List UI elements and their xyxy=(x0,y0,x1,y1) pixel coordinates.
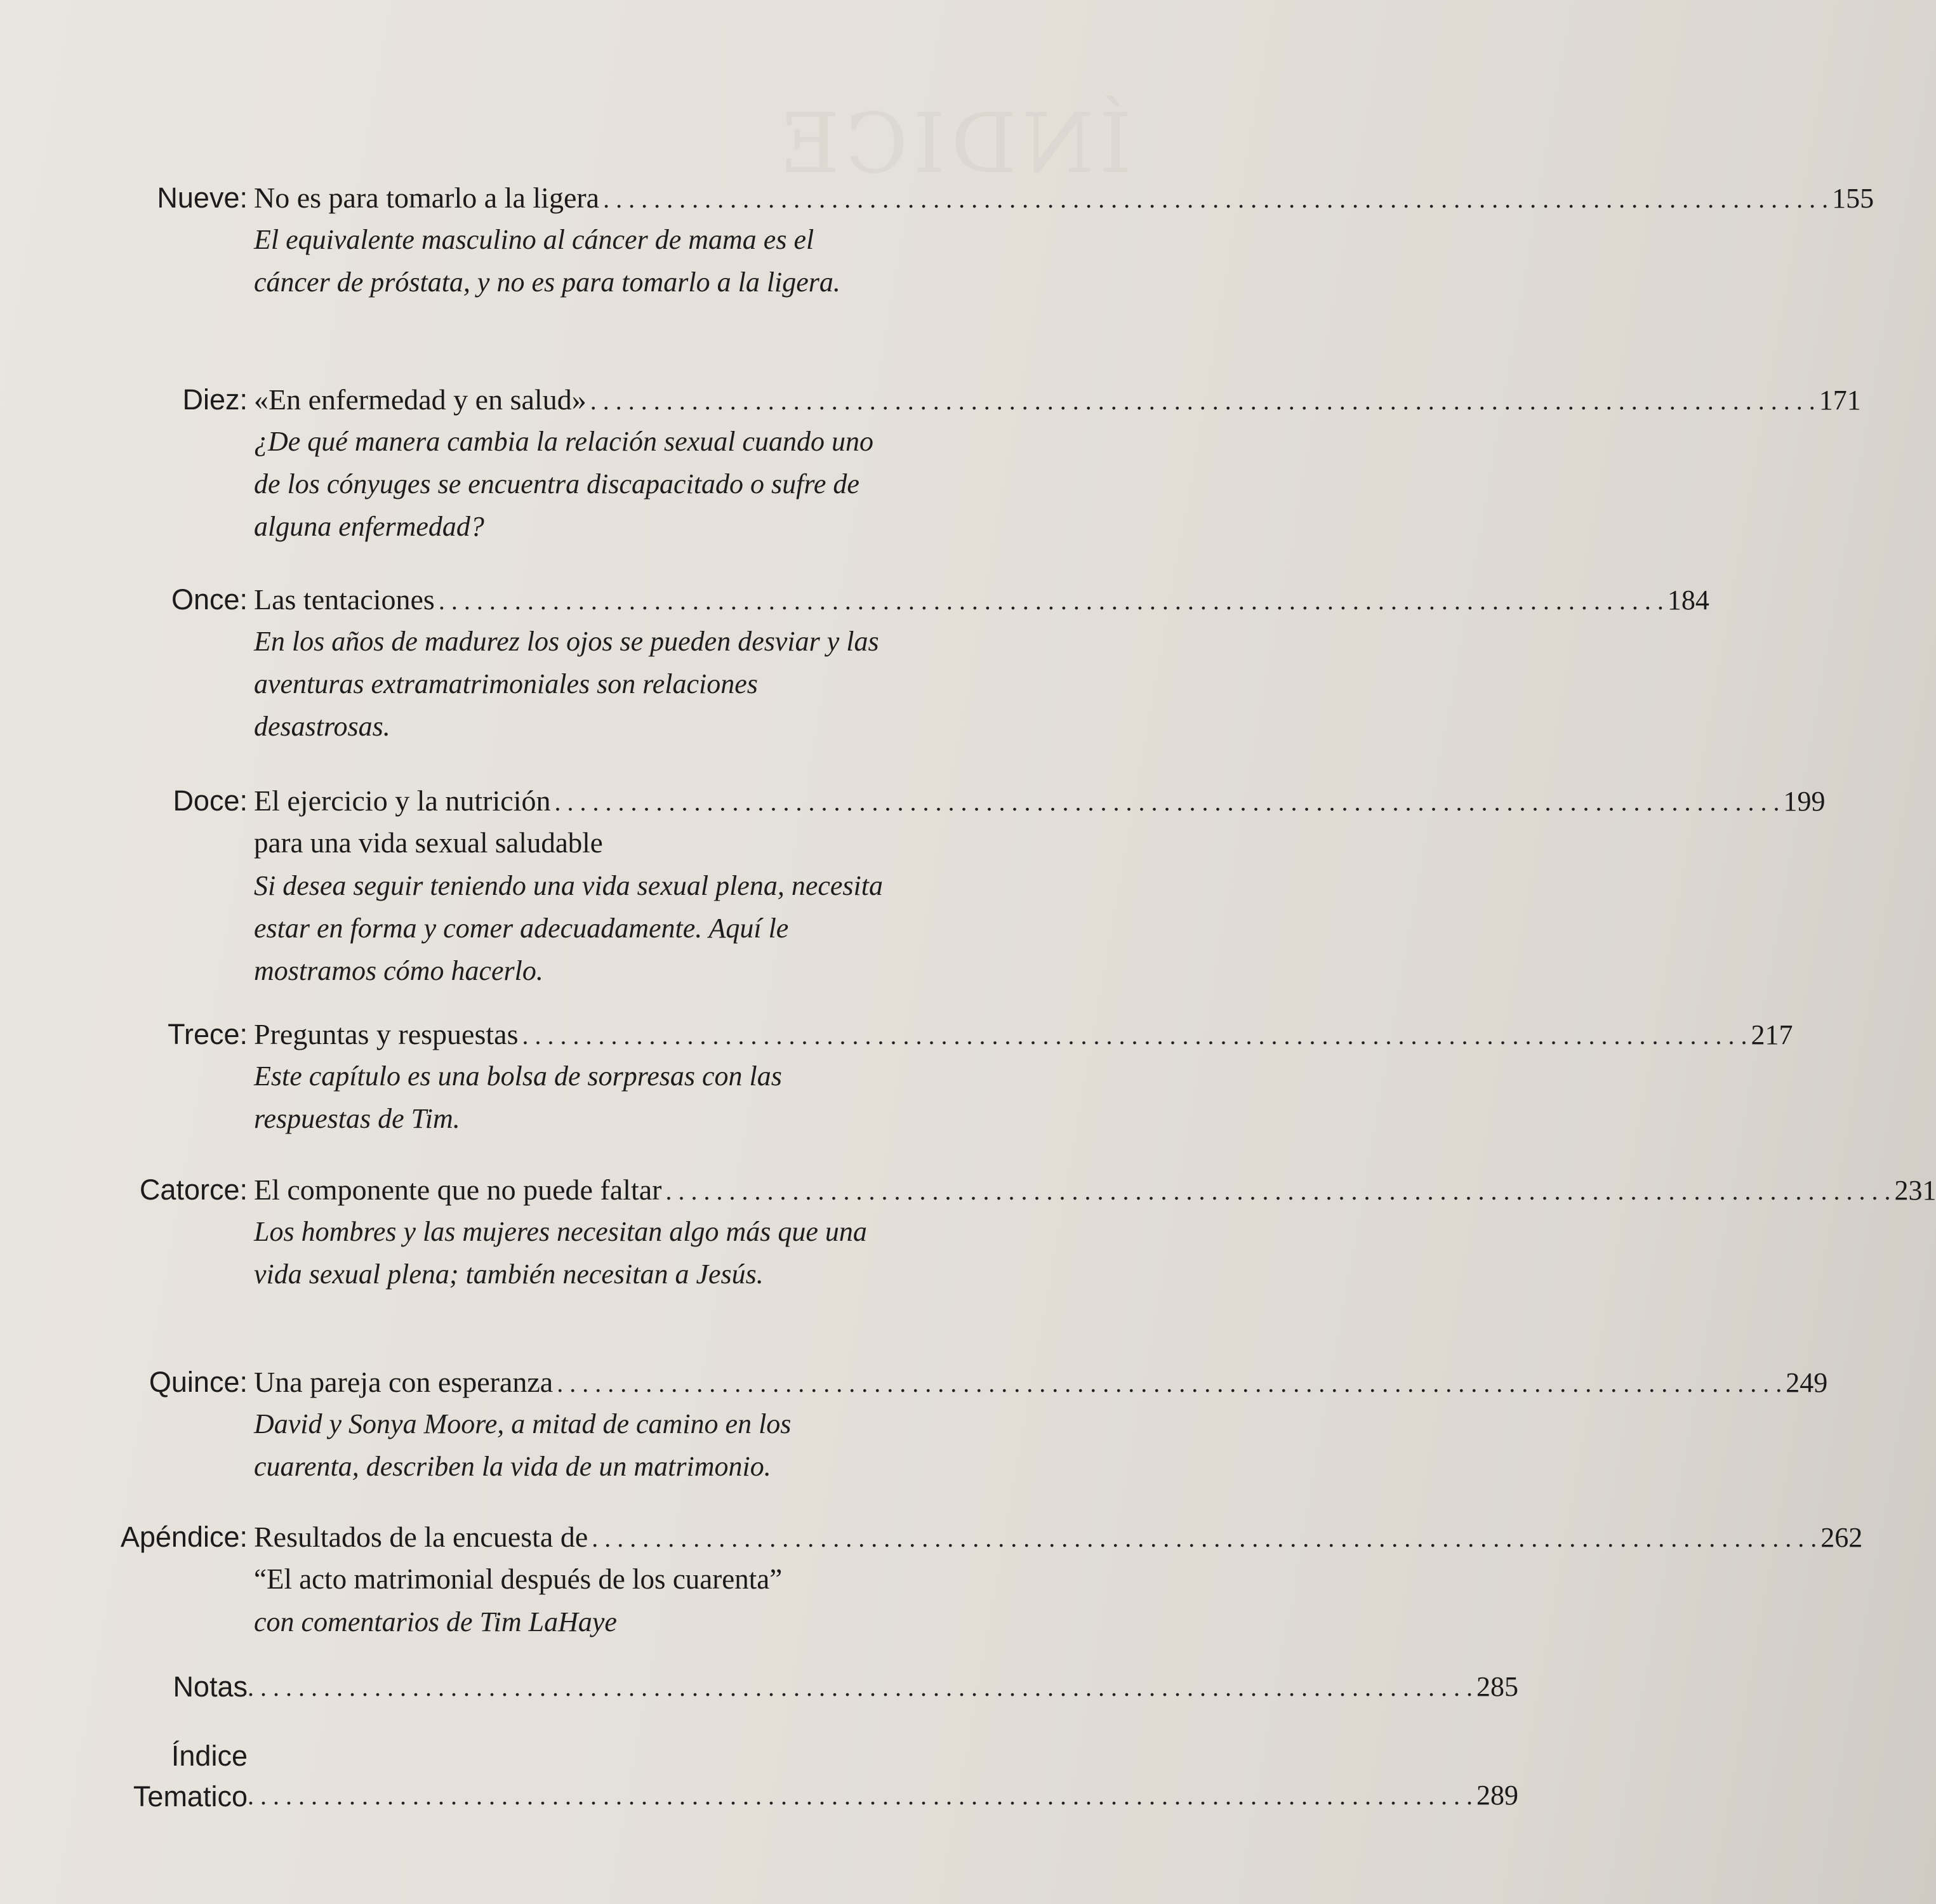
toc-line xyxy=(254,1518,1863,1556)
chapter-label: Trece: xyxy=(168,1018,248,1050)
chapter-title: «En enfermedad y en salud» xyxy=(254,383,587,416)
dot-leader xyxy=(248,1777,1473,1815)
dot-leader xyxy=(554,783,1779,821)
chapter-label: Nueve: xyxy=(157,182,248,214)
chapter-description: David y Sonya Moore, a mitad de camino en los cuarenta, describen la vida de un matrimonio. xyxy=(254,1408,792,1482)
chapter-label: Diez: xyxy=(182,383,248,416)
bleed-through-heading: ÍNDICE xyxy=(774,95,1132,192)
section-label: Índice Tematico xyxy=(133,1740,248,1813)
chapter-description: ¿De qué manera cambia la relación sexual cuando uno de los cónyuges se encuentra discapacitado o sufre de alguna enfermedad? xyxy=(254,426,873,542)
chapter-description: con comentarios de Tim LaHaye xyxy=(254,1606,617,1637)
toc-line xyxy=(254,581,1709,619)
chapter-title: El ejercicio y la nutrición xyxy=(254,784,551,817)
page-number: 184 xyxy=(1667,585,1709,616)
dot-leader xyxy=(603,180,1828,218)
chapter-label: Catorce: xyxy=(139,1173,248,1206)
dot-leader xyxy=(248,1669,1473,1707)
page-number: 285 xyxy=(1476,1671,1518,1702)
chapter-subtitle: “El acto matrimonial después de los cuarenta” xyxy=(254,1563,783,1595)
page-number: 199 xyxy=(1783,786,1826,817)
toc-line xyxy=(254,1015,1793,1054)
toc-line xyxy=(254,381,1861,419)
page-number: 249 xyxy=(1786,1367,1828,1398)
chapter-title: Las tentaciones xyxy=(254,583,435,616)
toc-line xyxy=(248,1776,1518,1815)
section-label: Notas xyxy=(173,1670,248,1703)
chapter-description: En los años de madurez los ojos se pueden desviar y las aventuras extramatrimoniales son relaciones desastrosas. xyxy=(254,626,879,742)
dot-leader xyxy=(665,1172,1890,1210)
chapter-title: Resultados de la encuesta de xyxy=(254,1521,588,1553)
dot-leader xyxy=(592,1519,1817,1557)
chapter-description: Si desea seguir teniendo una vida sexual plena, necesita estar en forma y comer adecuadamente. Aquí le mostramos cómo hacerlo. xyxy=(254,870,883,986)
dot-leader xyxy=(590,382,1815,420)
chapter-title: Preguntas y respuestas xyxy=(254,1018,519,1050)
chapter-label: Doce: xyxy=(173,784,248,817)
chapter-description: Este capítulo es una bolsa de sorpresas con las respuestas de Tim. xyxy=(254,1061,782,1134)
chapter-label: Quince: xyxy=(149,1366,248,1398)
dot-leader xyxy=(439,582,1664,620)
chapter-subtitle: para una vida sexual saludable xyxy=(254,827,603,859)
toc-line xyxy=(248,1668,1518,1706)
toc-line xyxy=(254,179,1874,217)
toc-line xyxy=(254,782,1826,820)
dot-leader xyxy=(557,1365,1782,1403)
page-number: 262 xyxy=(1820,1522,1863,1553)
page-number: 171 xyxy=(1819,385,1861,416)
page-number: 289 xyxy=(1476,1780,1518,1811)
chapter-title: Una pareja con esperanza xyxy=(254,1366,554,1398)
dot-leader xyxy=(522,1017,1747,1055)
page-number: 231 xyxy=(1894,1175,1936,1206)
chapter-label: Apéndice: xyxy=(120,1521,248,1553)
chapter-title: No es para tomarlo a la ligera xyxy=(254,182,600,214)
chapter-title: El componente que no puede faltar xyxy=(254,1173,662,1206)
chapter-label: Once: xyxy=(171,583,248,616)
toc-line xyxy=(254,1171,1936,1209)
page-number: 155 xyxy=(1832,183,1874,214)
chapter-description: Los hombres y las mujeres necesitan algo más que una vida sexual plena; también necesitan a Jesús. xyxy=(254,1216,867,1290)
chapter-description: El equivalente masculino al cáncer de mama es el cáncer de próstata, y no es para tomarlo a la ligera. xyxy=(254,224,840,298)
page-number: 217 xyxy=(1751,1019,1793,1050)
toc-line xyxy=(254,1363,1828,1401)
